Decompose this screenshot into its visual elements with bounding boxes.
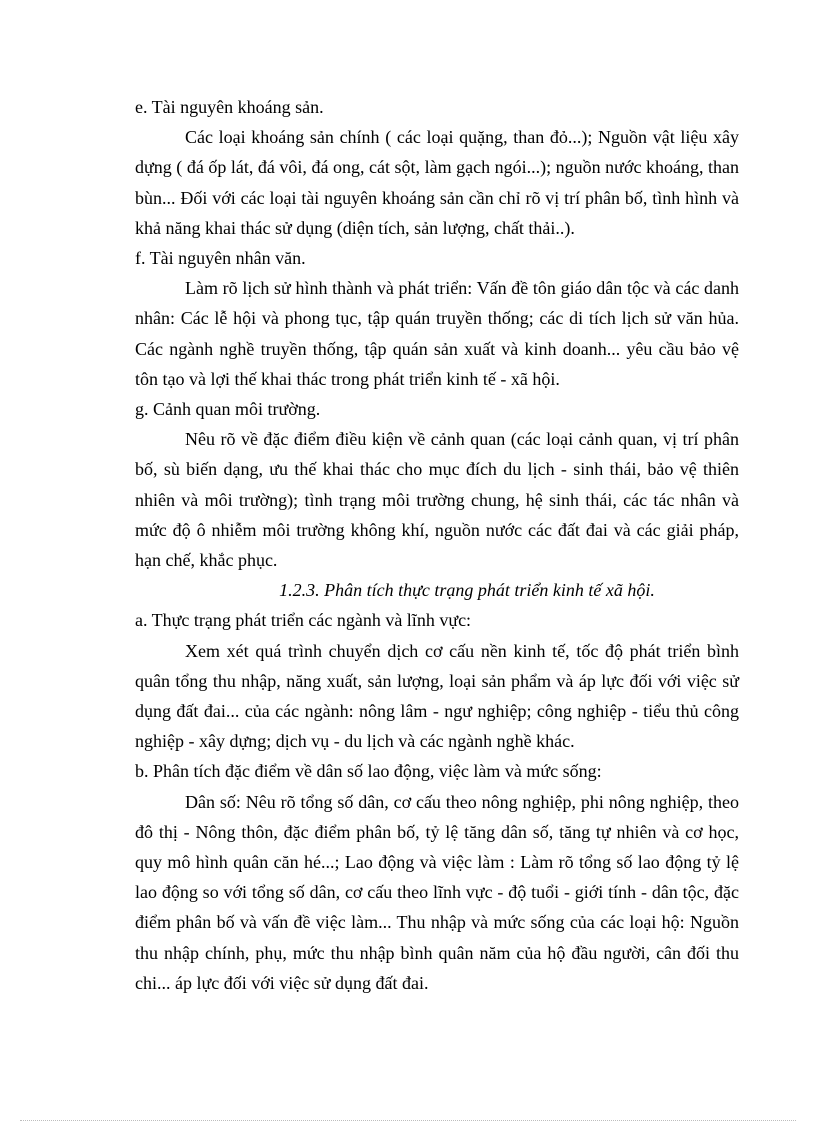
document-body <box>135 92 739 998</box>
heading-human-resources: f. Tài nguyên nhân văn. <box>135 248 306 269</box>
paragraph-population-labor: Dân số: Nêu rõ tổng số dân, cơ cấu theo nông nghiệp, phi nông nghiệp, theo đô thị - Nông thôn, đặc điểm phân bố, tỷ lệ tăng dân số, tăng tự nhiên và cơ học, quy mô hình quân căn hé...; Lao động và việc làm : Làm rõ tổng số lao động tỷ lệ lao động so với tổng số dân, cơ cấu theo lĩnh vực - độ tuổi - giới tính - dân tộc, đặc điểm phân bố và vấn đề việc làm... Thu nhập và mức sống của các loại hộ: Nguồn thu nhập chính, phụ, mức thu nhập bình quân năm của hộ đầu người, cân đối thu chi... áp lực đối với việc sử dụng đất đai. <box>135 791 739 993</box>
paragraph-landscape-environment: Nêu rõ về đặc điểm điều kiện về cảnh quan (các loại cảnh quan, vị trí phân bố, sù biến dạng, ưu thế khai thác cho mục đích du lịch - sinh thái, bảo vệ thiên nhiên và môi trường); tình trạng môi trường chung, hệ sinh thái, các tác nhân và mức độ ô nhiễm môi trường không khí, nguồn nước các đất đai và các giải pháp, hạn chế, khắc phục. <box>135 429 739 571</box>
paragraph-sector-development: Xem xét quá trình chuyển dịch cơ cấu nền kinh tế, tốc độ phát triển bình quân tổng thu nhập, năng xuất, sản lượng, loại sản phẩm và áp lực đối với việc sử dụng đất đai... của các ngành: nông lâm - ngư nghiệp; công nghiệp - tiểu thủ công nghiệp - xây dựng; dịch vụ - du lịch và các ngành nghề khác. <box>135 640 739 752</box>
page-bottom-divider <box>20 1120 796 1121</box>
subsection-title-economic-analysis: 1.2.3. Phân tích thực trạng phát triển kinh tế xã hội. <box>279 580 655 601</box>
heading-population-labor: b. Phân tích đặc điểm về dân số lao động, việc làm và mức sống: <box>135 761 602 782</box>
heading-sector-development: a. Thực trạng phát triển các ngành và lĩnh vực: <box>135 610 472 631</box>
paragraph-human-resources: Làm rõ lịch sử hình thành và phát triển: Vấn đề tôn giáo dân tộc và các danh nhân: Các lễ hội và phong tục, tập quán truyền thống; các di tích lịch sử văn hủa. Các ngành nghề truyền thống, tập quán sản xuất và kinh doanh... yêu cầu bảo vệ tôn tạo và lợi thế khai thác trong phát triển kinh tế - xã hội. <box>135 278 739 389</box>
heading-mineral-resources: e. Tài nguyên khoáng sản. <box>135 97 324 117</box>
heading-landscape-environment: g. Cảnh quan môi trường. <box>135 399 321 420</box>
paragraph-mineral-resources: Các loại khoáng sản chính ( các loại quặng, than đỏ...); Nguồn vật liệu xây dựng ( đá ốp lát, đá vôi, đá ong, cát sột, làm gạch ngói...); nguồn nước khoáng, than bùn... Đối với các loại tài nguyên khoáng sản cần chỉ rõ vị trí phân bố, tình hình và khả năng khai thác sử dụng (diện tích, sản lượng, chất thải..). <box>135 127 739 238</box>
